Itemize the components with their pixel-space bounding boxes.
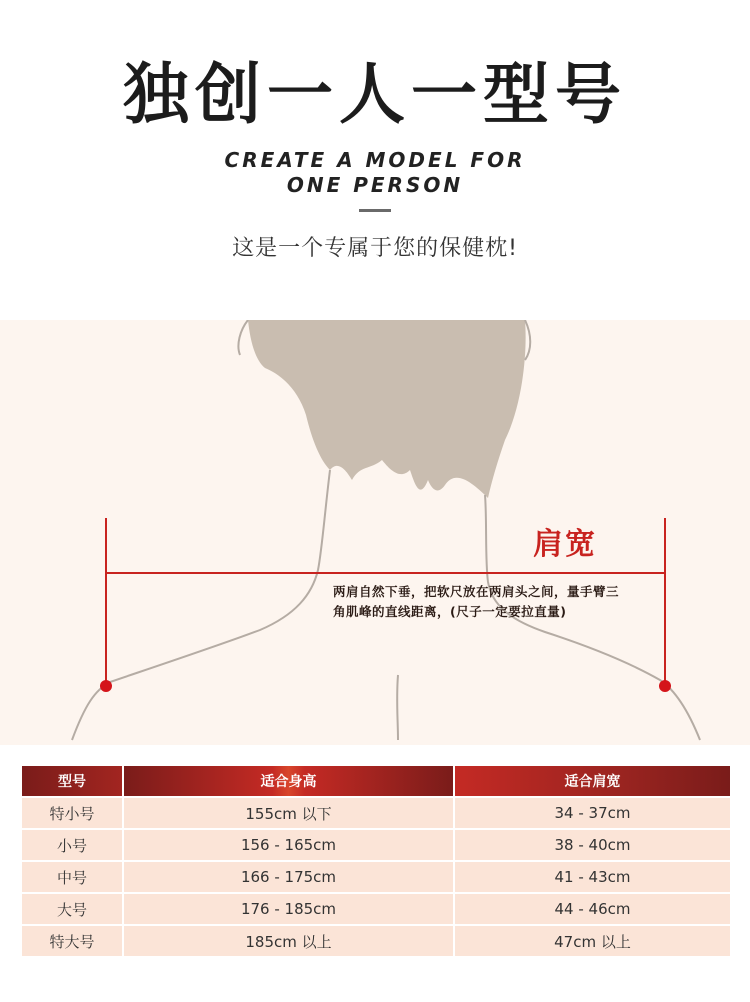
neck-outline [72,470,330,740]
header-shoulder-width: 适合肩宽 [454,766,730,797]
cell-model: 特小号 [22,797,123,829]
table-row [22,861,730,893]
table-header-row [22,766,730,797]
header-height: 适合身高 [123,766,454,797]
head-right-line [525,320,530,360]
spine-line [397,675,398,740]
cell-height: 176 - 185cm [123,893,454,925]
cell-model: 大号 [22,893,123,925]
cell-shoulder-width: 44 - 46cm [454,893,730,925]
cell-height: 155cm 以下 [123,797,454,829]
left-shoulder-point [100,680,112,692]
table-row [22,797,730,829]
table-row [22,925,730,956]
head-left-line [238,320,248,355]
shoulder-width-label: 肩宽 [533,527,597,562]
shoulder-measurement-illustration [0,320,750,745]
size-table [22,766,730,956]
cell-shoulder-width: 38 - 40cm [454,829,730,861]
cell-height: 166 - 175cm [123,861,454,893]
tagline: 这是一个专属于您的保健枕! [232,236,518,261]
subtitle-line-2: ONE PERSON [286,173,464,197]
cell-height: 185cm 以上 [123,925,454,956]
header-model: 型号 [22,766,123,797]
cell-shoulder-width: 34 - 37cm [454,797,730,829]
right-shoulder-point [659,680,671,692]
page-title: 独创一人一型号 [123,56,627,133]
cell-height: 156 - 165cm [123,829,454,861]
cell-model: 特大号 [22,925,123,956]
measurement-instruction: 两肩自然下垂，把软尺放在两肩头之间，量手臂三角肌峰的直线距离，(尺子一定要拉直量) [333,584,620,619]
english-subtitle [0,148,750,198]
cell-model: 小号 [22,829,123,861]
hair-shape [248,320,526,498]
subtitle-line-1: CREATE A MODEL FOR [224,148,526,172]
table-row [22,829,730,861]
neck-shoulder-figure [0,320,750,745]
table-row [22,893,730,925]
divider [359,209,391,212]
cell-shoulder-width: 47cm 以上 [454,925,730,956]
cell-shoulder-width: 41 - 43cm [454,861,730,893]
cell-model: 中号 [22,861,123,893]
